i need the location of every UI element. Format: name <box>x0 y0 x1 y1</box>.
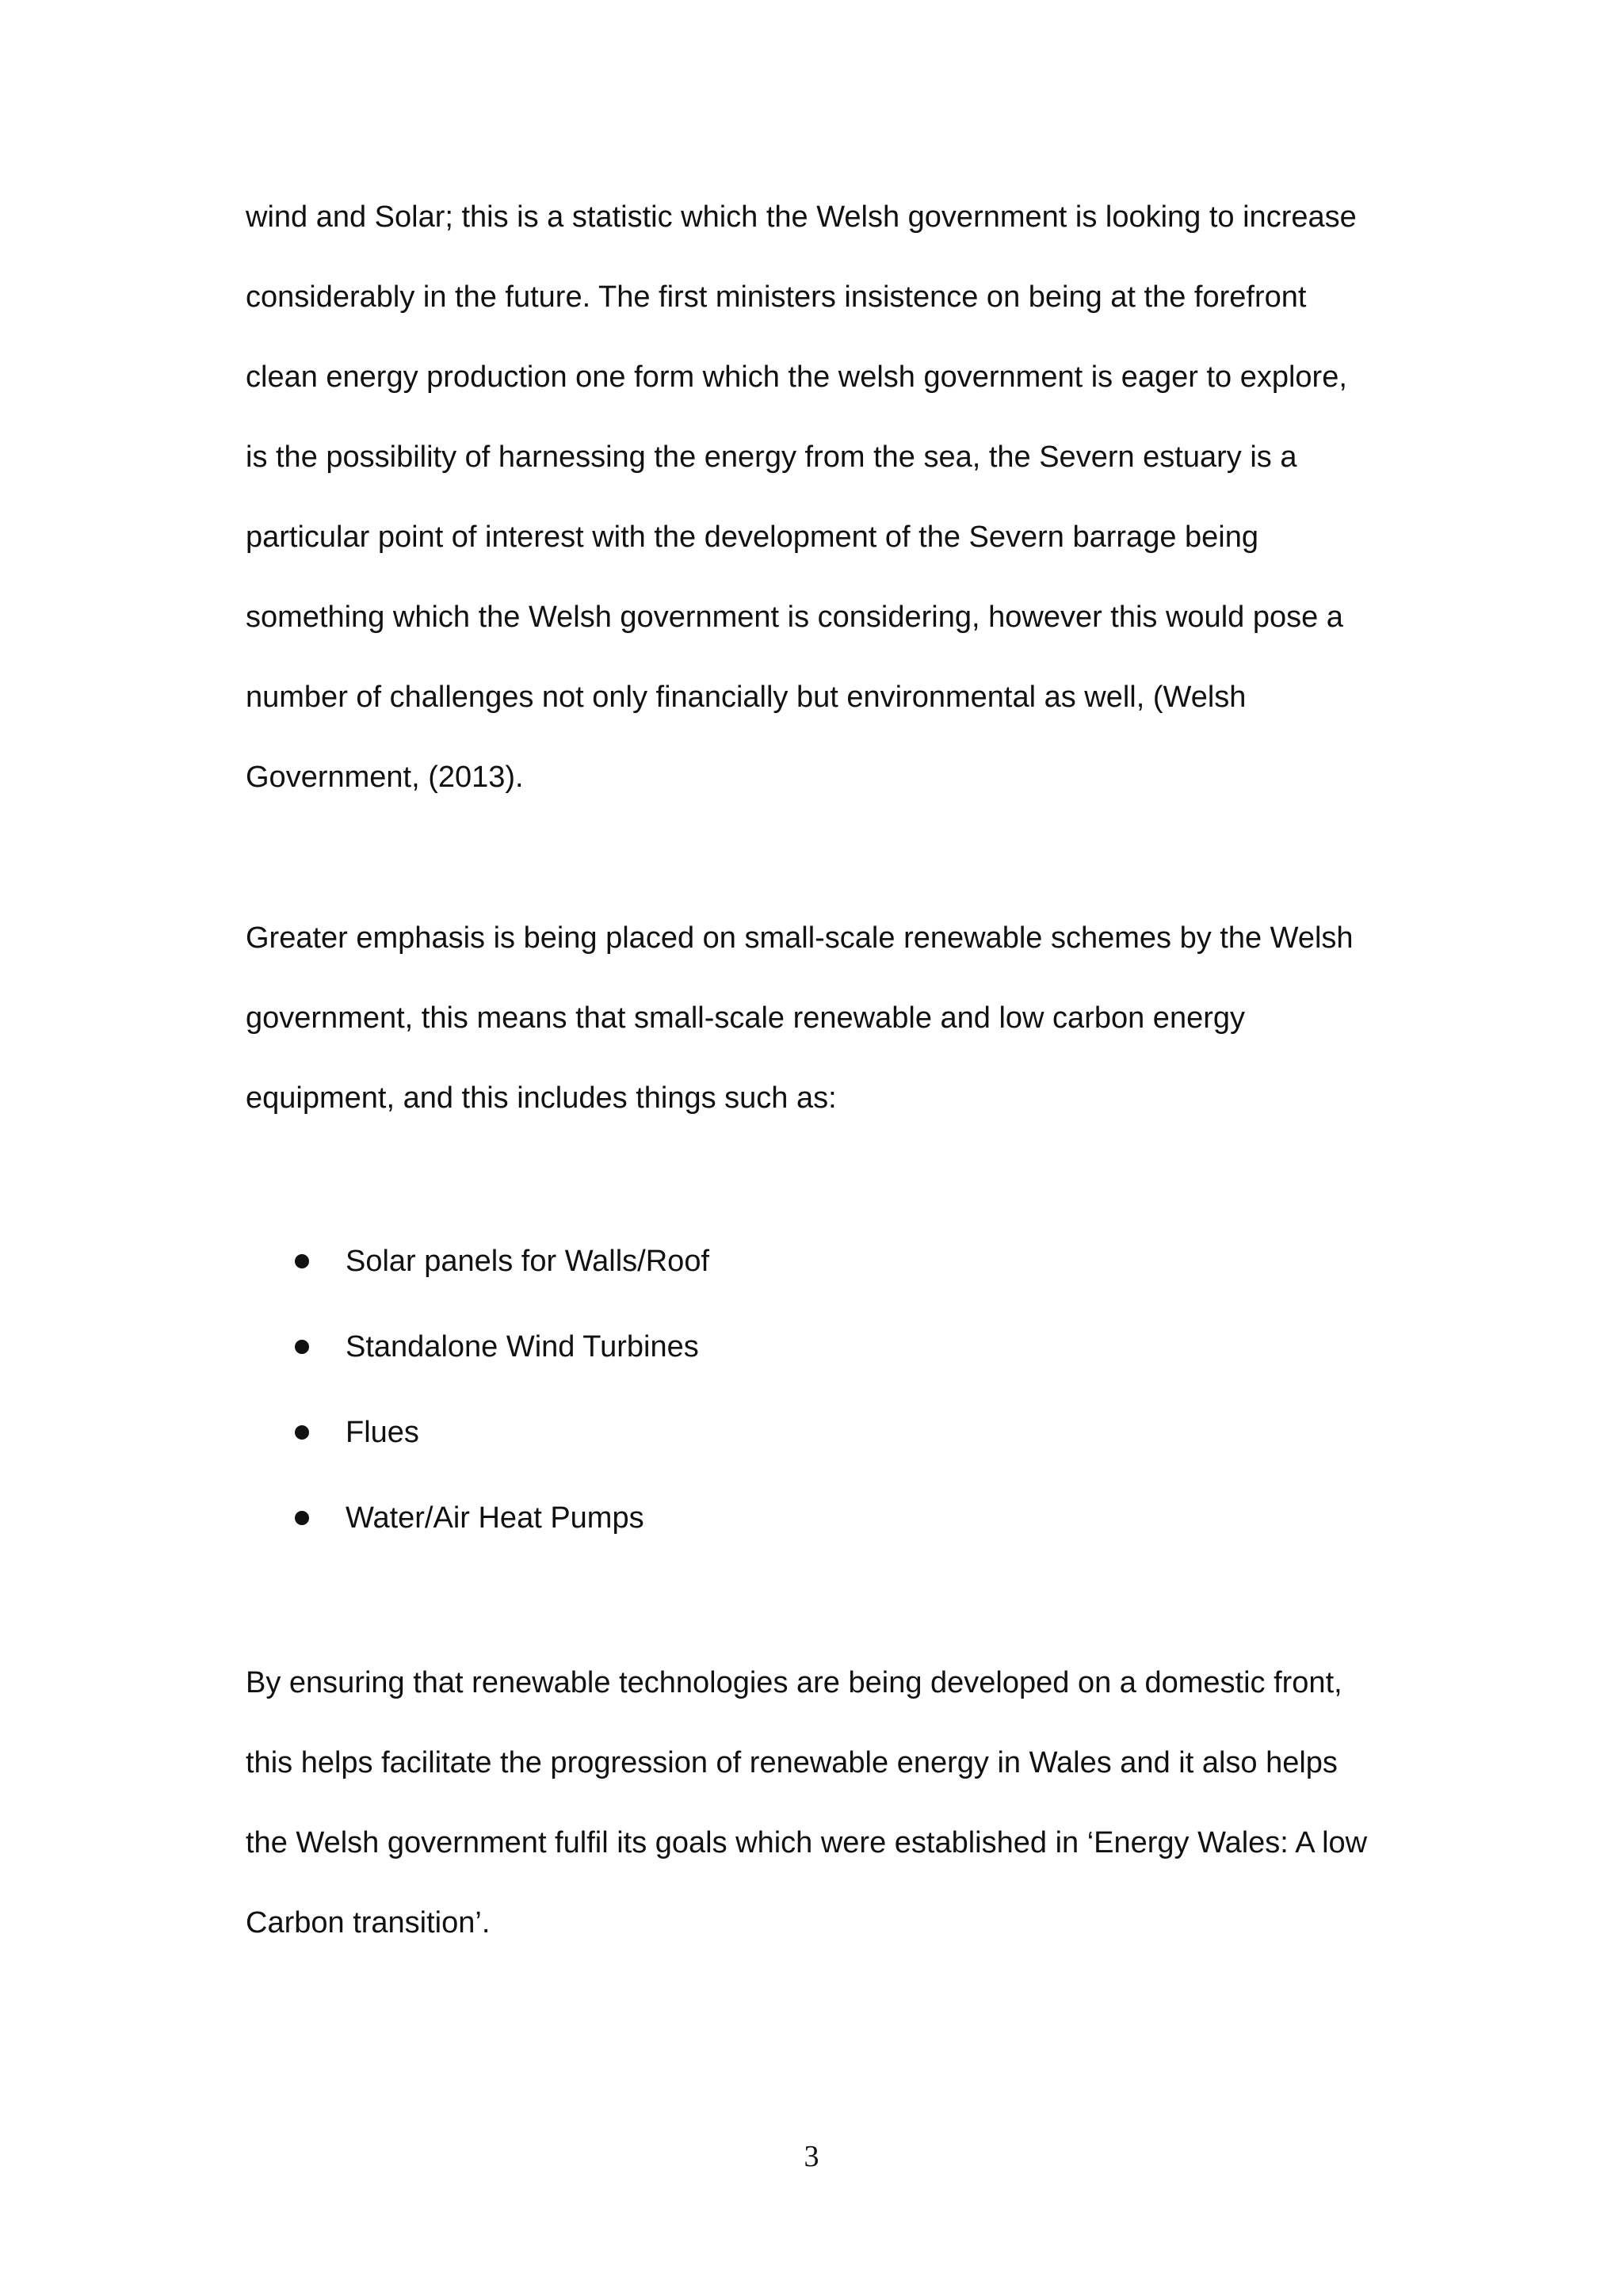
bullet-icon <box>295 1340 309 1354</box>
bullet-icon <box>295 1511 309 1525</box>
paragraph-1-line-2: considerably in the future. The first ministers insistence on being at the forefront <box>246 280 1307 314</box>
paragraph-1-line-3: clean energy production one form which the welsh government is eager to explore, <box>246 360 1347 394</box>
list-item-text: Flues <box>346 1416 419 1449</box>
paragraph-3-line-1: By ensuring that renewable technologies are being developed on a domestic front, <box>246 1666 1342 1699</box>
paragraph-1-line-4: is the possibility of harnessing the energy from the sea, the Severn estuary is a <box>246 441 1297 474</box>
paragraph-2-line-2: government, this means that small-scale renewable and low carbon energy <box>246 1001 1245 1035</box>
paragraph-1-line-5: particular point of interest with the development of the Severn barrage being <box>246 521 1258 554</box>
bullet-icon <box>295 1254 309 1268</box>
paragraph-1-line-7: number of challenges not only financially but environmental as well, (Welsh <box>246 681 1247 714</box>
paragraph-1-line-1: wind and Solar; this is a statistic which the Welsh government is looking to increase <box>246 200 1357 234</box>
list-item-text: Standalone Wind Turbines <box>346 1330 699 1363</box>
paragraph-3-line-2: this helps facilitate the progression of renewable energy in Wales and it also helps <box>246 1746 1338 1779</box>
list-item-text: Water/Air Heat Pumps <box>346 1501 644 1535</box>
bullet-icon <box>295 1425 309 1440</box>
paragraph-1-line-8: Government, (2013). <box>246 761 524 794</box>
paragraph-3-line-4: Carbon transition’. <box>246 1906 491 1939</box>
paragraph-1-line-6: something which the Welsh government is considering, however this would pose a <box>246 601 1343 634</box>
paragraph-2-line-3: equipment, and this includes things such as: <box>246 1081 837 1115</box>
list-item-text: Solar panels for Walls/Roof <box>346 1245 710 1278</box>
paragraph-2-line-1: Greater emphasis is being placed on small-scale renewable schemes by the Welsh <box>246 921 1354 955</box>
paragraph-3-line-3: the Welsh government fulfil its goals which were established in ‘Energy Wales: A low <box>246 1826 1368 1859</box>
page-number: 3 <box>804 2140 819 2173</box>
